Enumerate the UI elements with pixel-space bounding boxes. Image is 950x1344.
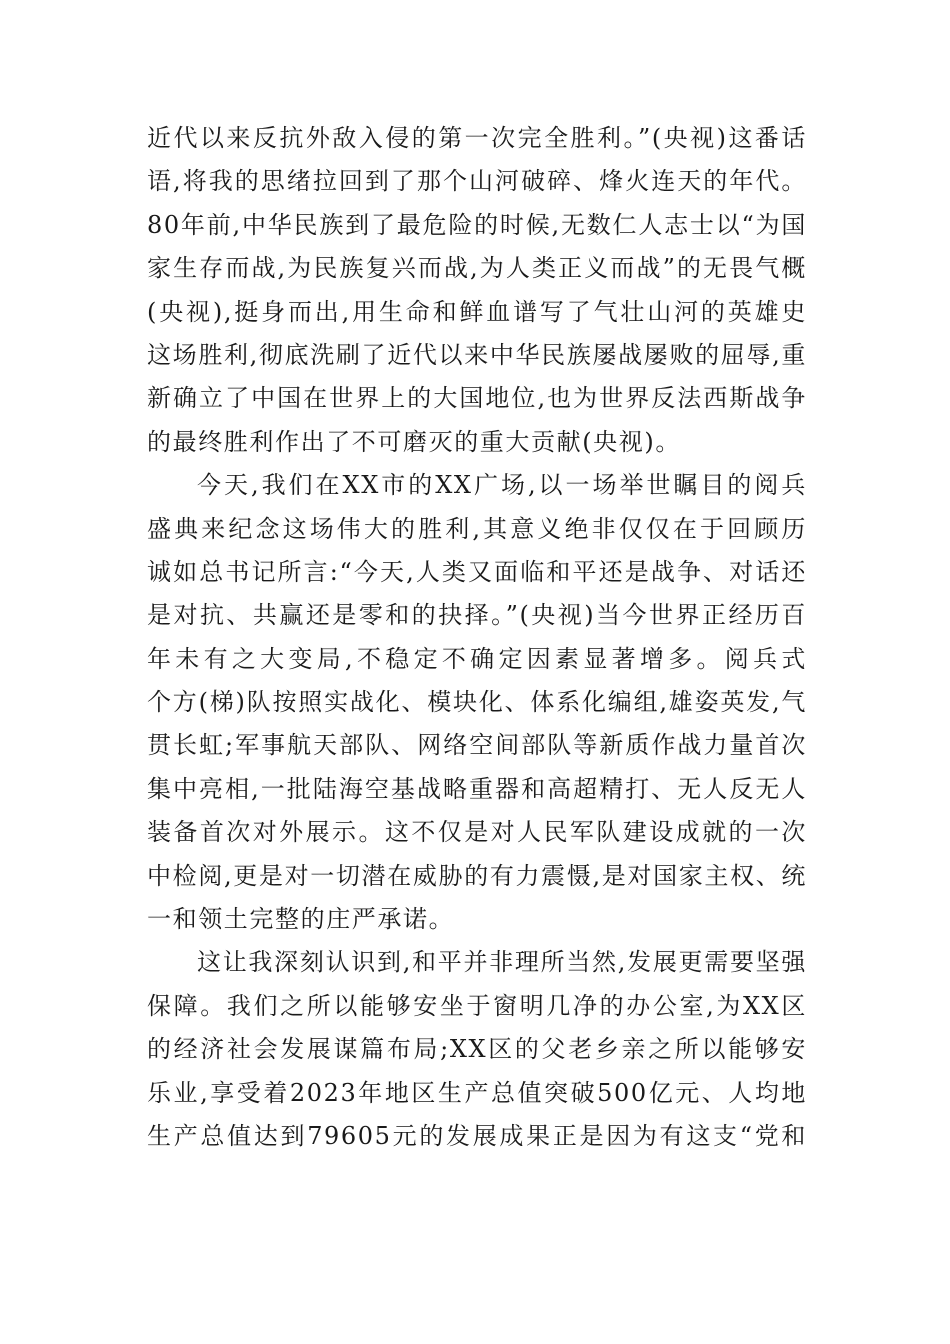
text-line: 年未有之大变局,不稳定不确定因素显著增多。阅兵式 [147,644,807,673]
text-line: 语,将我的思绪拉回到了那个山河破碎、烽火连天的年代。 [147,167,807,196]
paragraph-2 [147,464,807,941]
text-line: 乐业,享受着2023年地区生产总值突破500亿元、人均地 [147,1078,807,1107]
text-line: 一和领土完整的庄严承诺。 [147,905,455,934]
text-line: 装备首次对外展示。这不仅是对人民军队建设成就的一次 [147,818,807,847]
paragraph-3 [147,941,807,1158]
text-line: 新确立了中国在世界上的大国地位,也为世界反法西斯战争 [147,384,807,413]
text-line: 这场胜利,彻底洗刷了近代以来中华民族屡战屡败的屈辱,重 [147,340,807,369]
text-line: (央视),挺身而出,用生命和鲜血谱写了气壮山河的英雄史 [147,297,807,326]
text-line: 家生存而战,为民族复兴而战,为人类正义而战”的无畏气概 [147,254,807,283]
text-line: 今天,我们在XX市的XX广场,以一场举世瞩目的阅兵 [197,471,807,500]
paragraph-1 [147,117,807,464]
text-line: 集中亮相,一批陆海空基战略重器和高超精打、无人反无人 [147,774,807,803]
text-line: 80年前,中华民族到了最危险的时候,无数仁人志士以“为国 [147,210,807,239]
text-line: 生产总值达到79605元的发展成果正是因为有这支“党和 [147,1121,807,1150]
text-line: 的经济社会发展谋篇布局;XX区的父老乡亲之所以能够安 [147,1035,807,1064]
text-line: 盛典来纪念这场伟大的胜利,其意义绝非仅仅在于回顾历 [147,514,807,543]
text-line: 保障。我们之所以能够安坐于窗明几净的办公室,为XX区 [147,991,807,1020]
text-line: 是对抗、共赢还是零和的抉择。”(央视)当今世界正经历百 [147,601,807,630]
text-line: 近代以来反抗外敌入侵的第一次完全胜利。”(央视)这番话 [147,124,807,152]
text-line: 的最终胜利作出了不可磨灭的重大贡献(央视)。 [147,427,681,456]
text-line: 这让我深刻认识到,和平并非理所当然,发展更需要坚强 [197,948,807,977]
text-line: 个方(梯)队按照实战化、模块化、体系化编组,雄姿英发,气 [147,688,807,717]
text-line: 诚如总书记所言:“今天,人类又面临和平还是战争、对话还 [147,557,807,586]
text-line: 贯长虹;军事航天部队、网络空间部队等新质作战力量首次 [147,731,807,760]
text-line: 中检阅,更是对一切潜在威胁的有力震慑,是对国家主权、统 [147,861,807,890]
document-body [147,117,807,1158]
